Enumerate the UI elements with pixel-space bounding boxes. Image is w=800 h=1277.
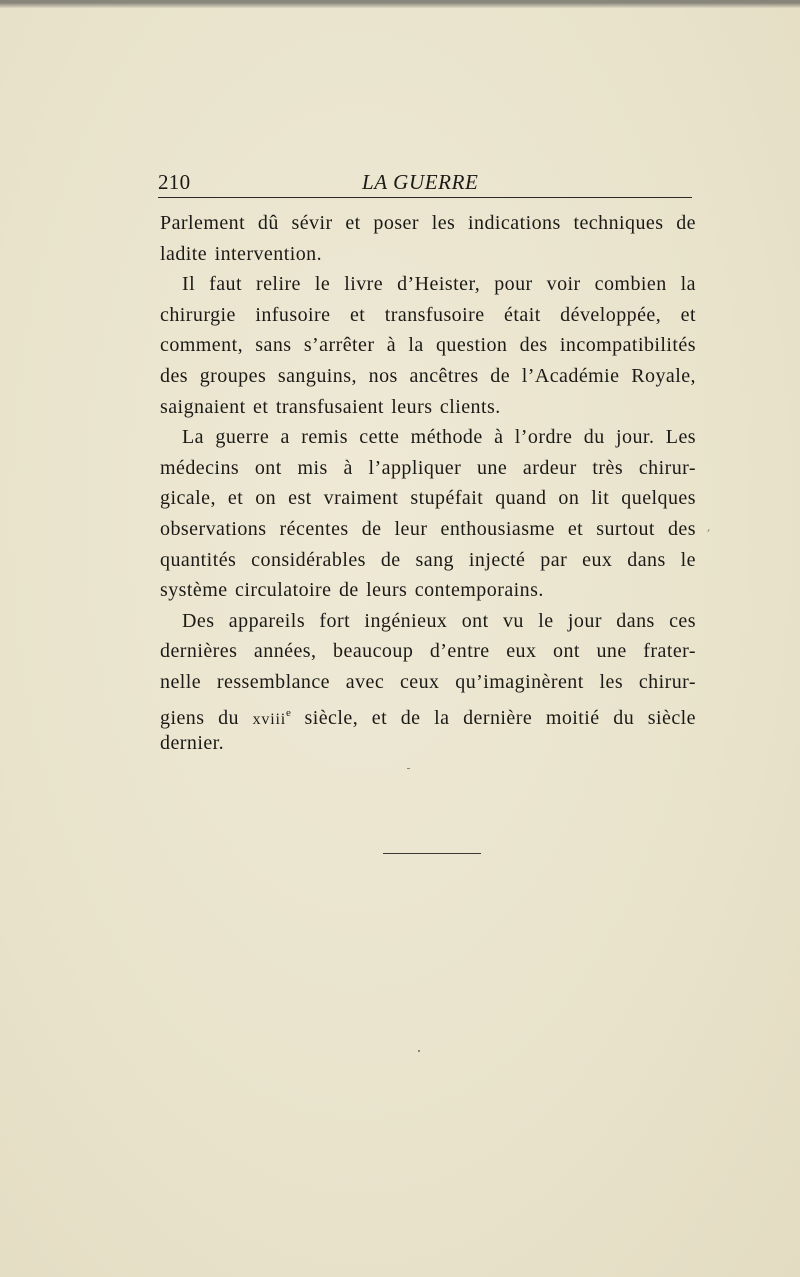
text-line: système circulatoire de leurs contemporains. — [160, 579, 544, 602]
running-head — [158, 168, 692, 198]
text-line: nelle ressemblance avec ceux qu’imaginèrent les chirur- — [160, 670, 696, 693]
text-line: médecins ont mis à l’appliquer une ardeur très chirur- — [160, 456, 696, 479]
century-numeral: xviii — [252, 710, 286, 728]
text-line: saignaient et transfusaient leurs clients. — [160, 395, 501, 418]
text-line: quantités considérables de sang injecté par eux dans le — [160, 548, 696, 571]
text-line: La guerre a remis cette méthode à l’ordre du jour. Les — [182, 426, 696, 449]
text-line: Il faut relire le livre d’Heister, pour voir combien la — [182, 273, 696, 296]
text-line: dernier. — [160, 732, 225, 755]
scan-top-edge — [0, 0, 800, 8]
text-line: ladite intervention. — [160, 242, 323, 265]
text-line: chirurgie infusoire et transfusoire était développée, et — [160, 303, 696, 326]
text-line: observations récentes de leur enthousiasme et surtout des — [160, 517, 696, 540]
text-line: dernières années, beaucoup d’entre eux ont une frater- — [160, 640, 696, 663]
text-line: des groupes sanguins, nos ancêtres de l’Académie Royale, — [160, 364, 696, 387]
text-line: gicale, et on est vraiment stupéfait quand on lit quelques — [160, 487, 696, 510]
header-rule — [158, 197, 692, 198]
paper-speck — [707, 529, 709, 532]
body-text — [160, 208, 696, 759]
paper-speck — [407, 768, 410, 769]
paper-speck — [418, 1050, 420, 1052]
end-rule — [383, 853, 481, 854]
page-number: 210 — [158, 170, 191, 194]
text-line: Des appareils fort ingénieux ont vu le jour dans ces — [182, 609, 696, 632]
text-line: Parlement dû sévir et poser les indications techniques de — [160, 212, 696, 234]
text-line: comment, sans s’arrêter à la question des incompatibilités — [160, 334, 696, 357]
text-fragment: giens du — [160, 706, 253, 729]
running-title: LA GUERRE — [362, 170, 479, 194]
text-fragment: siècle, et de la dernière moitié du siècle — [290, 706, 696, 729]
text-line — [160, 698, 696, 729]
century-superscript: e — [285, 706, 291, 719]
